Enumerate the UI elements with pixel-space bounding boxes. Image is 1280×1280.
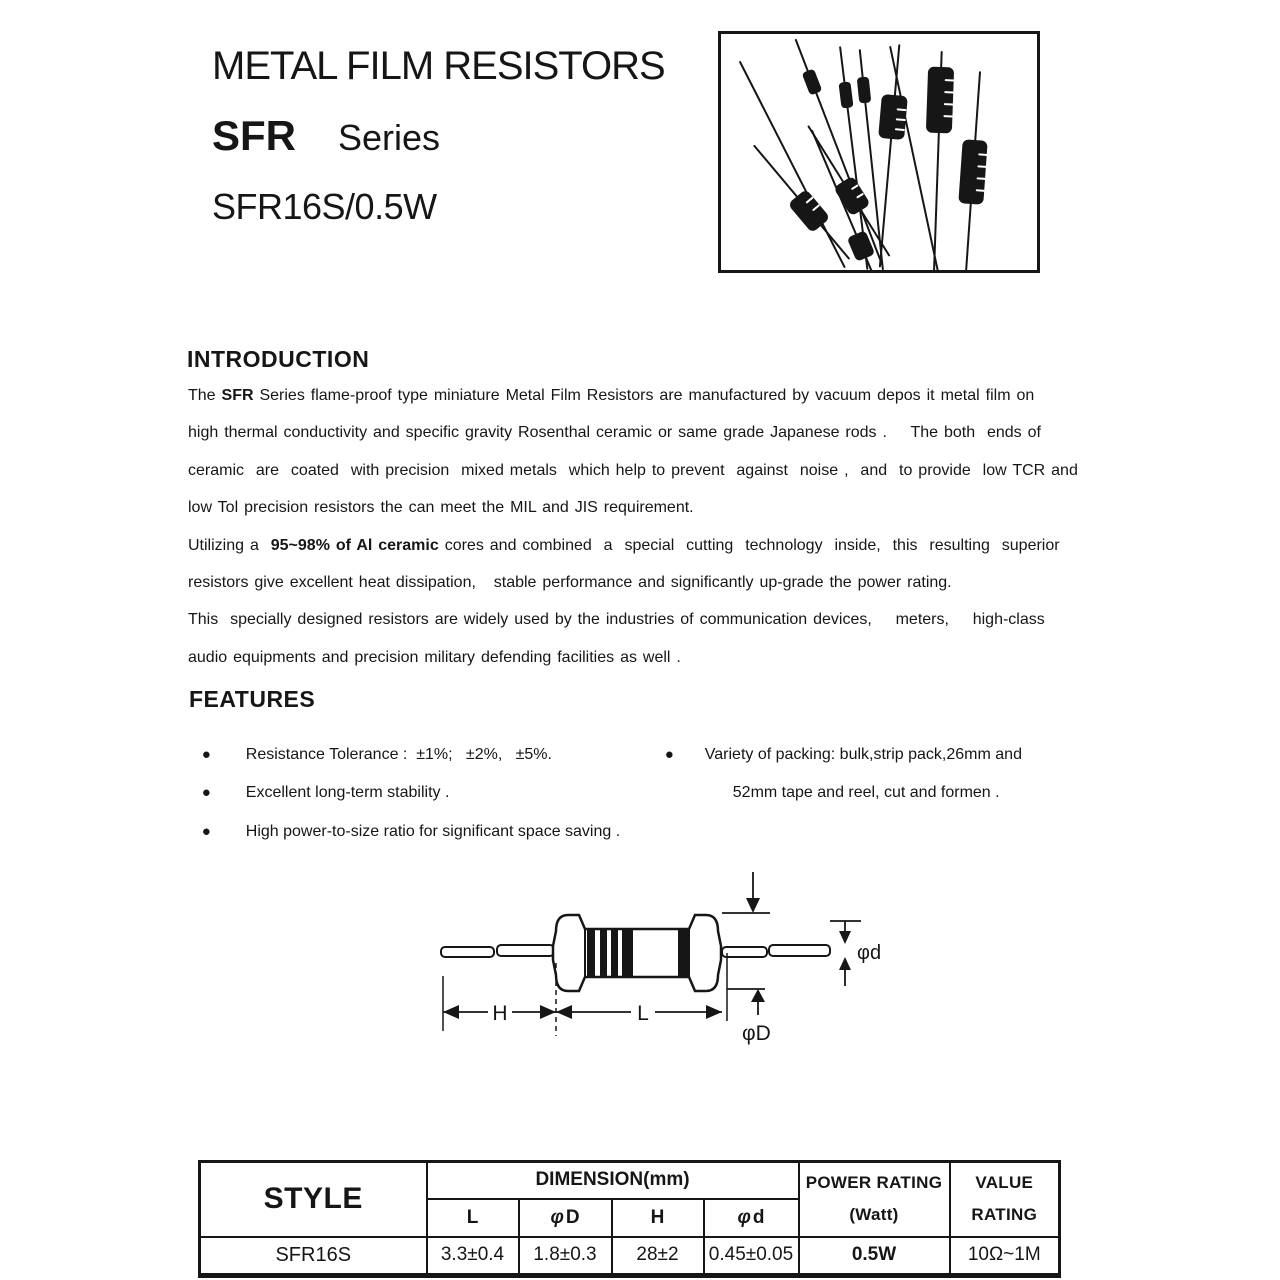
feature-item: ● Resistance Tolerance : ±1%; ±2%, ±5%. [201,746,552,763]
cell-value: 10Ω~1M [950,1237,1060,1276]
cell-phiD: 1.8±0.3 [519,1237,612,1276]
series-title [212,112,440,160]
intro-line: The SFR Series flame-proof type miniature Metal Film Resistors are manufactured by vacuum depos it metal film on [188,387,1035,404]
h-label: H [492,1002,508,1025]
col-header-value-rating: VALUE RATING [950,1162,1060,1237]
intro-line: Utilizing a 95~98% of Al ceramic cores and combined a special cutting technology inside, this resulting superior [188,536,1060,554]
col-header-l: L [427,1199,519,1237]
intro-line: high thermal conductivity and specific gravity Rosenthal ceramic or same grade Japanese rods . The both ends of [188,424,1041,442]
intro-line: low Tol precision resistors the can meet the MIL and JIS requirement. [188,499,694,517]
right-lead [722,947,767,957]
col-header-phid: φ d [704,1199,799,1237]
col-header-phiD: φ D [519,1199,612,1237]
bullet-icon: ● [664,746,674,763]
features-heading: FEATURES [189,686,316,712]
feature-item: ● High power-to-size ratio for significant space saving . [201,823,621,840]
cell-power: 0.5W [799,1237,950,1276]
resistors-photo-illustration [721,34,1037,270]
intro-line: This specially designed resistors are widely used by the industries of communication devices, meters, high-class [188,611,1045,629]
cell-phid: 0.45±0.05 [704,1237,799,1276]
intro-line: audio equipments and precision military defending facilities as well . [188,648,681,666]
col-header-h: H [612,1199,704,1237]
product-photo [718,31,1040,273]
cell-h: 28±2 [612,1237,704,1276]
cell-l: 3.3±0.4 [427,1237,519,1276]
l-label: L [637,1002,649,1025]
resistor-photo-item [790,38,888,267]
intro-line: ceramic are coated with precision mixed metals which help to prevent against noise , and to provide low TCR and [188,461,1078,479]
table-row [200,1237,1060,1276]
spec-table [198,1160,1061,1278]
feature-item: ● Variety of packing: bulk,strip pack,26mm and [664,746,1022,763]
col-header-dimension: DIMENSION(mm) [427,1162,799,1199]
cell-style: SFR16S [200,1237,427,1276]
resistor-body [553,915,721,991]
left-lead [441,947,494,957]
introduction-heading: INTRODUCTION [187,346,370,372]
model-number: SFR16S/0.5W [212,186,437,227]
feature-item: ● Excellent long-term stability . [201,784,450,801]
feature-item-continuation: 52mm tape and reel, cut and formen . [732,784,1000,801]
intro-line: resistors give excellent heat dissipation, stable performance and significantly up-grade the power rating. [188,573,952,591]
col-header-style: STYLE [200,1162,427,1237]
bullet-icon: ● [201,823,211,840]
introduction-paragraphs [188,387,1078,686]
col-header-power-rating: POWER RATING (Watt) [799,1162,950,1237]
bullet-icon: ● [201,784,211,801]
bullet-icon: ● [201,746,211,763]
resistor-dimension-diagram [430,860,890,1060]
series-name: SFR [212,112,296,159]
series-word: Series [338,117,441,158]
phi-d-label: φd [857,942,882,964]
color-band [587,929,595,977]
phi-D-label: φD [742,1022,771,1045]
page-title: METAL FILM RESISTORS [212,44,665,88]
